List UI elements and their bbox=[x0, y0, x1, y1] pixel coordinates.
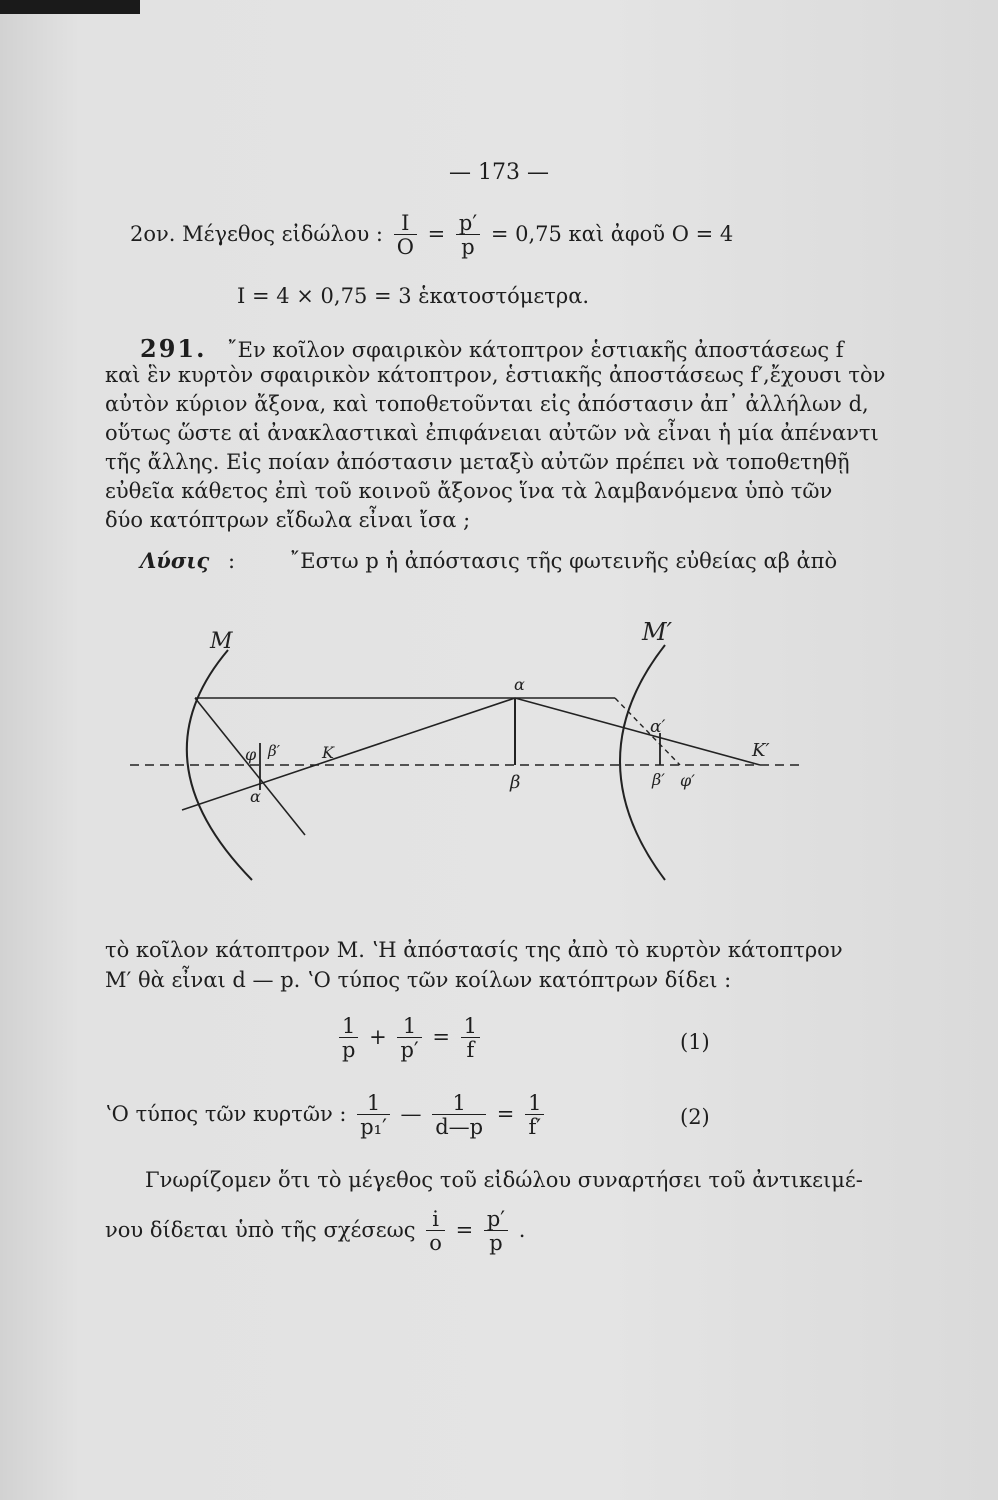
image-size-prefix: 2ον. Μέγεθος εἰδώλου : bbox=[130, 222, 384, 247]
para2-line: τὸ κοῖλον κάτοπτρον M. ʽH ἀπόστασίς της ἀπὸ τὸ κυρτὸν κάτοπτρον bbox=[105, 938, 843, 962]
label-phi-prime: φ′ bbox=[680, 771, 695, 790]
fraction-p-prime-over-p bbox=[456, 212, 480, 259]
fraction-1-over-f bbox=[461, 1015, 480, 1062]
problem-text-line: εὐθεῖα κάθετος ἐπὶ τοῦ κοινοῦ ἄξονος ἵνα τὰ λαμβανόμενα ὑπὸ τῶν bbox=[105, 479, 833, 503]
label-beta: β bbox=[510, 772, 521, 793]
frac-den: p bbox=[461, 235, 475, 260]
image-size-line bbox=[130, 212, 733, 259]
label-phi: φ bbox=[245, 745, 257, 764]
label-K: K bbox=[322, 743, 334, 762]
frac-num: p′ bbox=[484, 1208, 508, 1231]
para3-line-2 bbox=[105, 1208, 525, 1255]
equals-sign: = bbox=[496, 1102, 515, 1127]
ray-to-K-prime bbox=[515, 698, 760, 765]
convex-formula-prefix: ʽO τύπος τῶν κυρτῶν : bbox=[105, 1102, 347, 1127]
frac-num: 1 bbox=[357, 1092, 390, 1115]
solution-line bbox=[140, 548, 838, 573]
image-size-rest: = 0,75 καὶ ἀφοῦ O = 4 bbox=[490, 222, 734, 247]
solution-colon: : bbox=[227, 549, 236, 573]
para3-line: Γνωρίζομεν ὅτι τὸ μέγεθος τοῦ εἰδώλου συναρτήσει τοῦ ἀντικειμέ- bbox=[145, 1168, 863, 1192]
para3-prefix: νου δίδεται ὑπὸ τῆς σχέσεως bbox=[105, 1218, 416, 1243]
frac-num: 1 bbox=[339, 1015, 358, 1038]
scan-corner-mark bbox=[0, 0, 140, 14]
problem-text-line: δύο κατόπτρων εἴδωλα εἶναι ἴσα ; bbox=[105, 508, 471, 532]
fraction-1-over-p-prime bbox=[397, 1015, 421, 1062]
frac-num: i bbox=[426, 1208, 445, 1231]
frac-den: d—p bbox=[435, 1115, 484, 1140]
label-M-prime: M′ bbox=[642, 618, 673, 646]
equation-1 bbox=[335, 1015, 484, 1062]
fraction-1-over-p bbox=[339, 1015, 358, 1062]
label-K-prime: K′ bbox=[752, 740, 770, 761]
frac-num: 1 bbox=[397, 1015, 421, 1038]
solution-text: ῎Εστω p ἡ ἀπόστασις τῆς φωτεινῆς εὐθείας αβ ἀπὸ bbox=[289, 549, 838, 573]
frac-den: p′ bbox=[400, 1038, 419, 1063]
label-alpha: α bbox=[514, 675, 525, 694]
equals-sign: = bbox=[455, 1218, 474, 1243]
fraction-1-over-p1-prime bbox=[357, 1092, 390, 1139]
frac-den: O bbox=[396, 235, 414, 260]
ray-through-focus bbox=[182, 698, 515, 810]
equation-2 bbox=[105, 1092, 548, 1139]
page-number: — 173 — bbox=[449, 160, 549, 185]
reflected-ray bbox=[195, 698, 305, 835]
label-beta-prime: β′ bbox=[652, 770, 665, 789]
result-line: I = 4 × 0,75 = 3 ἑκατοστόμετρα. bbox=[237, 284, 590, 308]
frac-num: I bbox=[394, 212, 417, 235]
frac-den: p bbox=[489, 1231, 503, 1256]
label-alpha-1: α bbox=[250, 787, 261, 806]
problem-text-line: αὐτὸν κύριον ἄξονα, καὶ τοποθετοῦνται εἰς ἀπόστασιν ἀπ᾽ ἀλλήλων d, bbox=[105, 392, 869, 416]
problem-number: 291. bbox=[140, 334, 207, 363]
problem-text-line: ῎Εν κοῖλον σφαιρικὸν κάτοπτρον ἑστιακῆς ἀποστάσεως f bbox=[227, 338, 844, 362]
frac-num: 1 bbox=[461, 1015, 480, 1038]
minus-sign: — bbox=[400, 1102, 422, 1127]
label-alpha-prime: α′ bbox=[650, 717, 666, 737]
equals-sign: = bbox=[427, 222, 446, 247]
equation-2-tag: (2) bbox=[680, 1105, 710, 1129]
fraction-1-over-d-minus-p bbox=[432, 1092, 486, 1139]
fraction-p-prime-over-p bbox=[484, 1208, 508, 1255]
frac-den: p bbox=[342, 1038, 356, 1063]
equation-1-tag: (1) bbox=[680, 1030, 710, 1054]
label-M: M bbox=[210, 629, 233, 654]
solution-label: Λύσις bbox=[140, 548, 210, 573]
fraction-i-over-o bbox=[426, 1208, 445, 1255]
frac-den: o bbox=[429, 1231, 442, 1256]
dashed-extension bbox=[615, 698, 680, 765]
label-beta-1: β′ bbox=[268, 742, 281, 760]
mirror-diagram bbox=[120, 610, 810, 895]
frac-num: 1 bbox=[525, 1092, 544, 1115]
fraction-1-over-f-prime bbox=[525, 1092, 544, 1139]
problem-text-line: καὶ ἓν κυρτὸν σφαιρικὸν κάτοπτρον, ἑστιακῆς ἀποστάσεως f′,ἔχουσι τὸν bbox=[105, 363, 886, 387]
frac-den: p₁′ bbox=[360, 1115, 387, 1140]
fraction-I-over-O bbox=[394, 212, 417, 259]
period: . bbox=[518, 1218, 526, 1243]
problem-first-line bbox=[140, 334, 844, 363]
frac-den: f′ bbox=[528, 1115, 542, 1140]
frac-den: f bbox=[466, 1038, 475, 1063]
para2-line: M′ θὰ εἶναι d — p. ʽO τύπος τῶν κοίλων κατόπτρων δίδει : bbox=[105, 968, 732, 992]
problem-text-line: τῆς ἄλλης. Εἰς ποίαν ἀπόστασιν μεταξὺ αὐτῶν πρέπει νὰ τοποθετηθῇ bbox=[105, 450, 850, 474]
equals-sign: = bbox=[432, 1025, 450, 1050]
frac-num: p′ bbox=[456, 212, 480, 235]
frac-num: 1 bbox=[432, 1092, 486, 1115]
plus-sign: + bbox=[369, 1025, 387, 1050]
problem-text-line: οὕτως ὥστε αἱ ἀνακλαστικαὶ ἐπιφάνειαι αὐτῶν νὰ εἶναι ἡ μία ἀπέναντι bbox=[105, 421, 879, 445]
convex-mirror bbox=[620, 645, 665, 880]
